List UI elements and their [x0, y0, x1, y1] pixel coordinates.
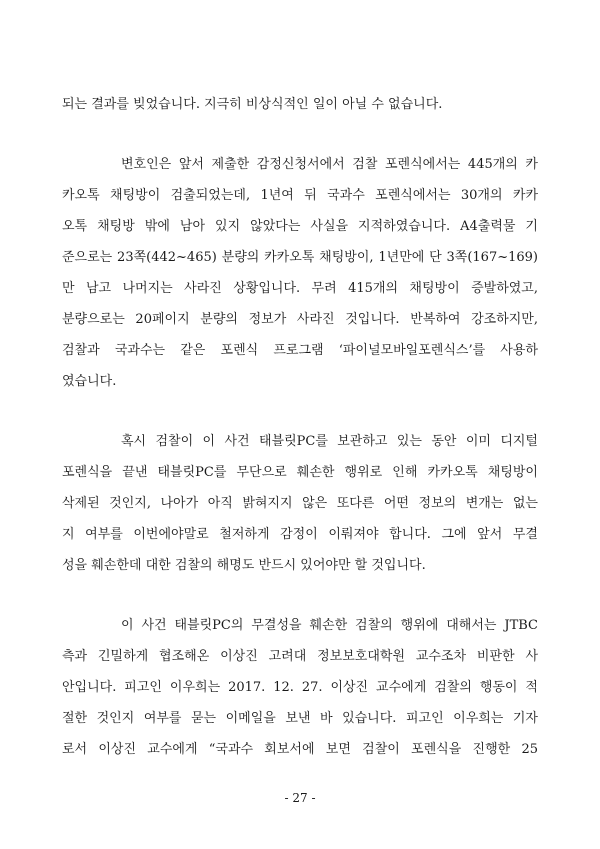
paragraph-line: 삭제된 것인지, 나아가 아직 밝혀지지 않은 또다른 어떤 정보의 변개는 없는 — [62, 496, 538, 511]
paragraph-line: 절한 것인지 여부를 묻는 이메일을 보낸 바 있습니다. 피고인 이우희는 기자 — [62, 711, 538, 726]
paragraph-line: 분량으로는 20페이지 분량의 정보가 사라진 것입니다. 반복하여 강조하지만, — [62, 312, 538, 327]
paragraph-line: 만 남고 나머지는 사라진 상황입니다. 무려 415개의 채팅방이 증발하였고, — [62, 281, 538, 296]
paragraph-line: 변호인은 앞서 제출한 감정신청서에서 검찰 포렌식에서는 445개의 카 — [121, 157, 538, 172]
paragraph-line: 포렌식을 끝낸 태블릿PC를 무단으로 훼손한 행위로 인해 카카오톡 채팅방이 — [62, 465, 538, 480]
paragraph-line: 안입니다. 피고인 이우희는 2017. 12. 27. 이상진 교수에게 검찰의 행동이 적 — [62, 680, 538, 695]
paragraph-line: 측과 긴밀하게 협조해온 이상진 고려대 정보보호대학원 교수조차 비판한 사 — [62, 649, 538, 664]
paragraph-line: 였습니다. — [62, 374, 117, 389]
paragraph-line: 혹시 검찰이 이 사건 태블릿PC를 보관하고 있는 동안 이미 디지털 — [121, 434, 538, 449]
paragraph-line: 이 사건 태블릿PC의 무결성을 훼손한 검찰의 행위에 대해서는 JTBC — [121, 618, 538, 633]
paragraph-line: 검찰과 국과수는 같은 포렌식 프로그램 ‘파이널모바일포렌식스’를 사용하 — [62, 343, 538, 358]
paragraph-line: 되는 결과를 빚었습니다. 지극히 비상식적인 일이 아닐 수 없습니다. — [62, 97, 443, 112]
paragraph-line: 로서 이상진 교수에게 “국과수 회보서에 보면 검찰이 포렌식을 진행한 25 — [62, 742, 538, 757]
paragraph-line: 성을 훼손한데 대한 검찰의 해명도 반드시 있어야만 할 것입니다. — [62, 558, 426, 573]
paragraph-line: 준으로는 23쪽(442~465) 분량의 카카오톡 채팅방이, 1년만에 단 3쪽(167~169) — [62, 250, 538, 265]
paragraph-line: 지 여부를 이번에야말로 철저하게 감정이 이뤄져야 합니다. 그에 앞서 무결 — [62, 527, 538, 542]
paragraph-line: 오톡 채팅방 밖에 남아 있지 않았다는 사실을 지적하였습니다. A4출력물 기 — [62, 219, 538, 234]
paragraph-line: 카오톡 채팅방이 검출되었는데, 1년여 뒤 국과수 포렌식에서는 30개의 카카 — [62, 188, 538, 203]
page-number: - 27 - — [284, 791, 316, 805]
